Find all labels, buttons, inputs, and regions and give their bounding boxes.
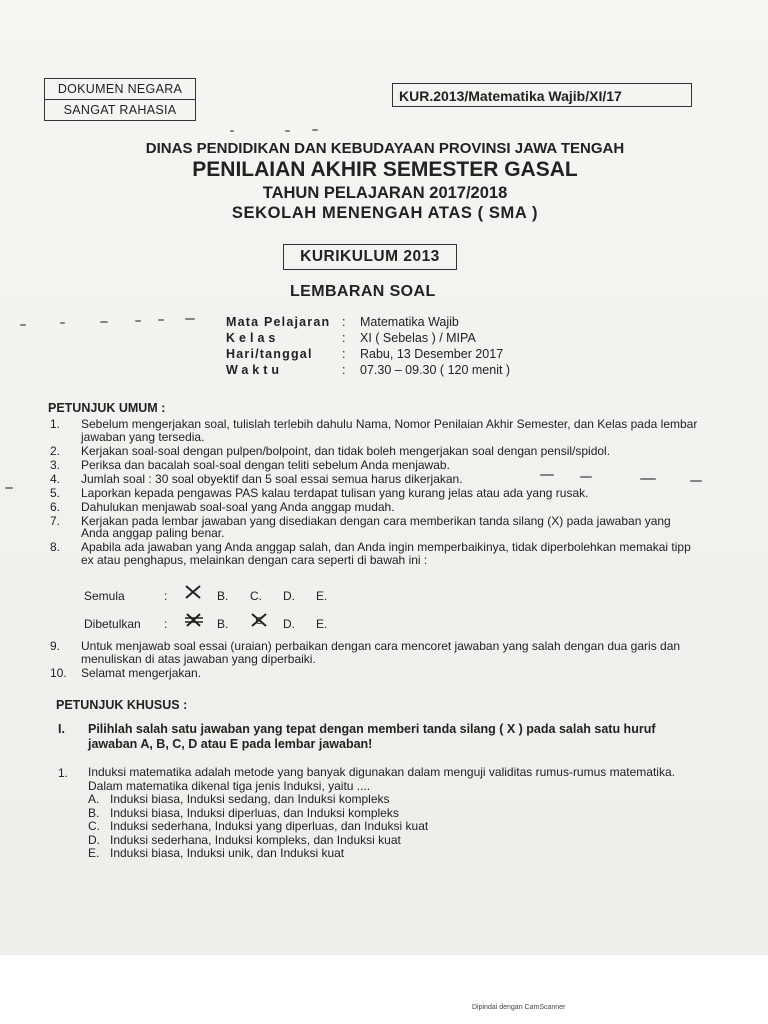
list-item: 4. Jumlah soal : 30 soal obyektif dan 5 soal essai semua harus dikerjakan. xyxy=(50,471,463,486)
scan-speck xyxy=(20,324,26,326)
curriculum-box: KURIKULUM 2013 xyxy=(283,244,457,270)
answer-option: C. Induksi sederhana, Induksi yang diperluas, dan Induksi kuat xyxy=(88,819,429,833)
info-label: Kelas xyxy=(226,331,280,345)
info-label: Waktu xyxy=(226,363,284,377)
document-code: KUR.2013/Matematika Wajib/XI/17 xyxy=(392,83,692,107)
scan-speck xyxy=(158,319,164,321)
general-instructions-title: PETUNJUK UMUM : xyxy=(48,401,166,415)
scanner-watermark: Dipindai dengan CamScanner xyxy=(472,1004,566,1011)
list-item: 2. Kerjakan soal-soal dengan pulpen/bolpoint, dan tidak boleh mengerjakan soal dengan pensil/spidol. xyxy=(50,443,611,458)
scan-speck xyxy=(285,130,290,132)
info-row: Kelas : XI ( Sebelas ) / MIPA xyxy=(226,331,476,345)
info-row: Waktu : 07.30 – 09.30 ( 120 menit ) xyxy=(226,363,511,377)
info-label: Mata Pelajaran xyxy=(226,315,331,329)
list-item: 9. Untuk menjawab soal essai (uraian) perbaikan dengan cara mencoret jawaban yang salah dengan dua garis dan menuliskan di atas jawaban yang diperbaiki. xyxy=(50,639,681,666)
info-label: Hari/tanggal xyxy=(226,347,313,361)
special-instructions-title: PETUNJUK KHUSUS : xyxy=(56,698,188,712)
scan-speck xyxy=(230,130,234,132)
answer-option: A. Induksi biasa, Induksi sedang, dan Induksi kompleks xyxy=(88,792,390,806)
question-number: 1. xyxy=(58,766,69,780)
list-item: 7. Kerjakan pada lembar jawaban yang disediakan dengan cara memberikan tanda silang (X) pada jawaban yang Anda anggap paling benar. xyxy=(50,513,671,540)
answer-option: D. Induksi sederhana, Induksi kompleks, dan Induksi kuat xyxy=(88,832,401,847)
exam-title: PENILAIAN AKHIR SEMESTER GASAL xyxy=(192,158,578,181)
academic-year: TAHUN PELAJARAN 2017/2018 xyxy=(262,184,508,202)
info-row: Hari/tanggal : Rabu, 13 Desember 2017 xyxy=(226,347,504,361)
question-text: Induksi matematika adalah metode yang banyak digunakan dalam menguji validitas rumus-rumus matematika. Dalam matematika dikenal tiga jenis Induksi, yaitu .... xyxy=(88,765,675,793)
struck-cross-mark xyxy=(184,612,217,631)
list-item: 5. Laporkan kepada pengawas PAS kalau terdapat tulisan yang kurang jelas atau ada yang rusak. xyxy=(50,485,589,500)
special-instruction: I. Pilihlah salah satu jawaban yang tepat dengan memberi tanda silang ( X ) pada salah satu huruf jawaban A, B, C, D atau E pada lembar jawaban! xyxy=(58,722,656,751)
question-1 xyxy=(58,766,698,861)
example-original: Semula : B. C. D. E. xyxy=(84,584,349,603)
example-label: Dibetulkan xyxy=(84,617,141,631)
list-item: 6. Dahulukan menjawab soal-soal yang Anda anggap mudah. xyxy=(50,499,395,514)
general-instructions-list-cont xyxy=(50,640,698,681)
exam-info xyxy=(226,314,510,378)
info-value: 07.30 – 09.30 ( 120 menit ) xyxy=(360,363,511,377)
scan-speck xyxy=(100,321,108,323)
answer-option: B. Induksi biasa, Induksi diperluas, dan Induksi kompleks xyxy=(88,805,399,820)
classification-line-2: SANGAT RAHASIA xyxy=(45,99,195,120)
crossed-c-mark xyxy=(250,612,283,631)
scan-speck xyxy=(5,487,13,489)
scan-speck xyxy=(135,320,141,322)
list-item: 1. Sebelum mengerjakan soal, tulislah terlebih dahulu Nama, Nomor Penilaian Akhir Semester, dan Kelas pada lembar jawaban yang tersedia. xyxy=(50,417,698,444)
info-row: Mata Pelajaran : Matematika Wajib xyxy=(226,315,459,329)
classification-box xyxy=(44,78,196,121)
crossed-a-mark xyxy=(184,584,217,603)
svg-text:C: C xyxy=(255,616,263,627)
answer-option: E. Induksi biasa, Induksi unik, dan Induksi kuat xyxy=(88,846,345,860)
list-item: 8. Apabila ada jawaban yang Anda anggap salah, dan Anda ingin memperbaikinya, tidak diperbolehkan memakai tipp ex atau penghapus, melainkan dengan cara seperti di bawah ini : xyxy=(50,540,691,567)
list-item: 10. Selamat mengerjakan. xyxy=(50,665,202,680)
info-value: XI ( Sebelas ) / MIPA xyxy=(360,331,476,345)
info-value: Rabu, 13 Desember 2017 xyxy=(360,347,504,361)
general-instructions-list xyxy=(50,418,698,568)
scan-speck xyxy=(60,322,65,324)
info-value: Matematika Wajib xyxy=(360,315,459,329)
scan-speck xyxy=(185,318,195,320)
example-label: Semula xyxy=(84,589,125,603)
institution-title: DINAS PENDIDIKAN DAN KEBUDAYAAN PROVINSI JAWA TENGAH xyxy=(145,140,625,157)
classification-line-1: DOKUMEN NEGARA xyxy=(57,82,183,96)
list-item: 3. Periksa dan bacalah soal-soal dengan teliti sebelum Anda menjawab. xyxy=(50,457,450,472)
school-level: SEKOLAH MENENGAH ATAS ( SMA ) xyxy=(231,204,539,222)
sheet-title: LEMBARAN SOAL xyxy=(290,283,436,300)
page-bottom-margin xyxy=(0,955,768,1024)
example-corrected: Dibetulkan : B. C D. E. xyxy=(84,612,349,631)
scan-speck xyxy=(312,129,318,131)
